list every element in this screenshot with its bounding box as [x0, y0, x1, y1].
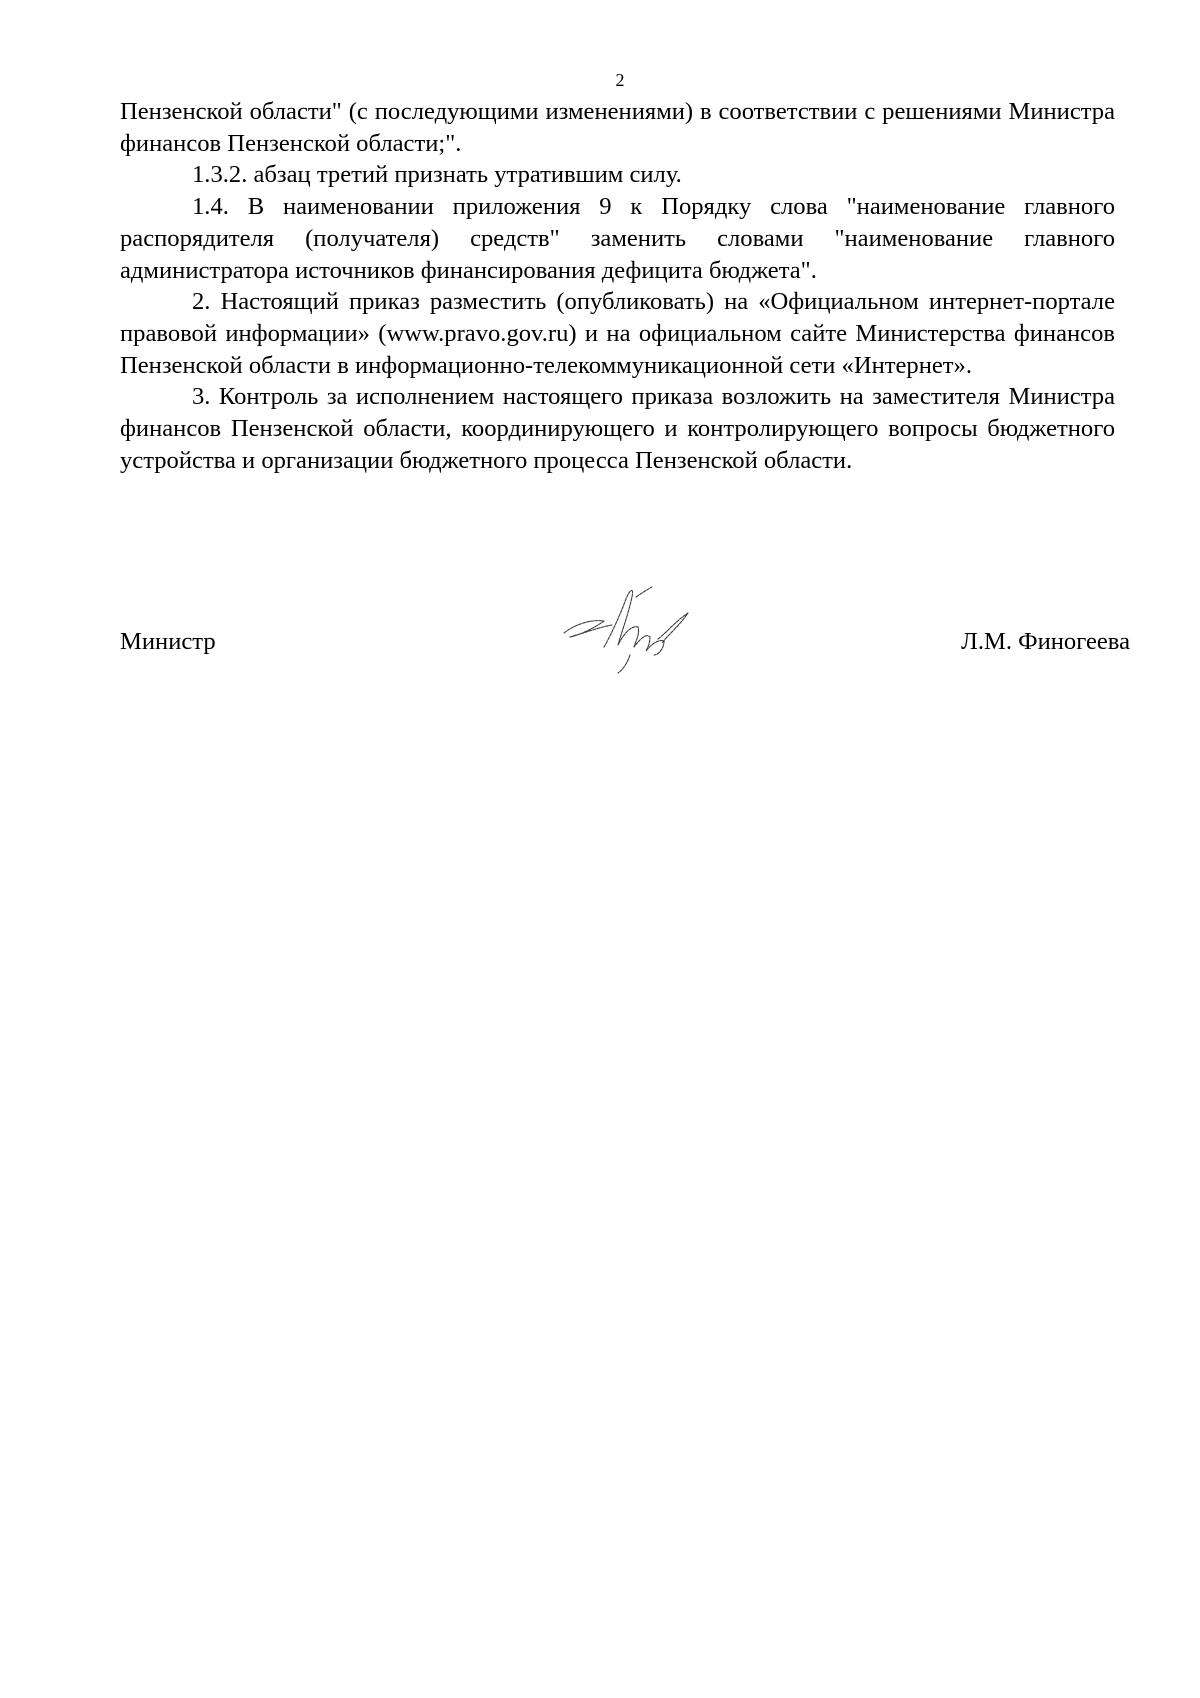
page-number: 2 [615, 70, 625, 90]
paragraph-continuation: Пензенской области" (с последующими изменениями) в соответствии с решениями Министра финансов Пензенской области;". [120, 98, 1115, 157]
signatory-name: Л.М. Финогеева [961, 628, 1130, 655]
signatory-title: Министр [120, 628, 216, 655]
paragraph-1-4: 1.4. В наименовании приложения 9 к Порядку слова "наименование главного распорядителя (получателя) средств" заменить словами "наименование главного администратора источников финансирования дефицита бюджета". [120, 193, 1115, 284]
paragraph-3: 3. Контроль за исполнением настоящего приказа возложить на заместителя Министра финансов Пензенской области, координирующего и контролирующего вопросы бюджетного устройства и организации бюджетного процесса Пензенской области. [120, 383, 1115, 474]
document-body [120, 96, 1115, 476]
paragraph-1-3-2: 1.3.2. абзац третий признать утратившим силу. [192, 161, 682, 189]
paragraph-2: 2. Настоящий приказ разместить (опубликовать) на «Официальном интернет-портале правовой информации» (www.pravo.gov.ru) и на официальном сайте Министерства финансов Пензенской области в информационно-телекоммуникационной сети «Интернет». [120, 288, 1115, 379]
signature-row [120, 626, 1130, 660]
